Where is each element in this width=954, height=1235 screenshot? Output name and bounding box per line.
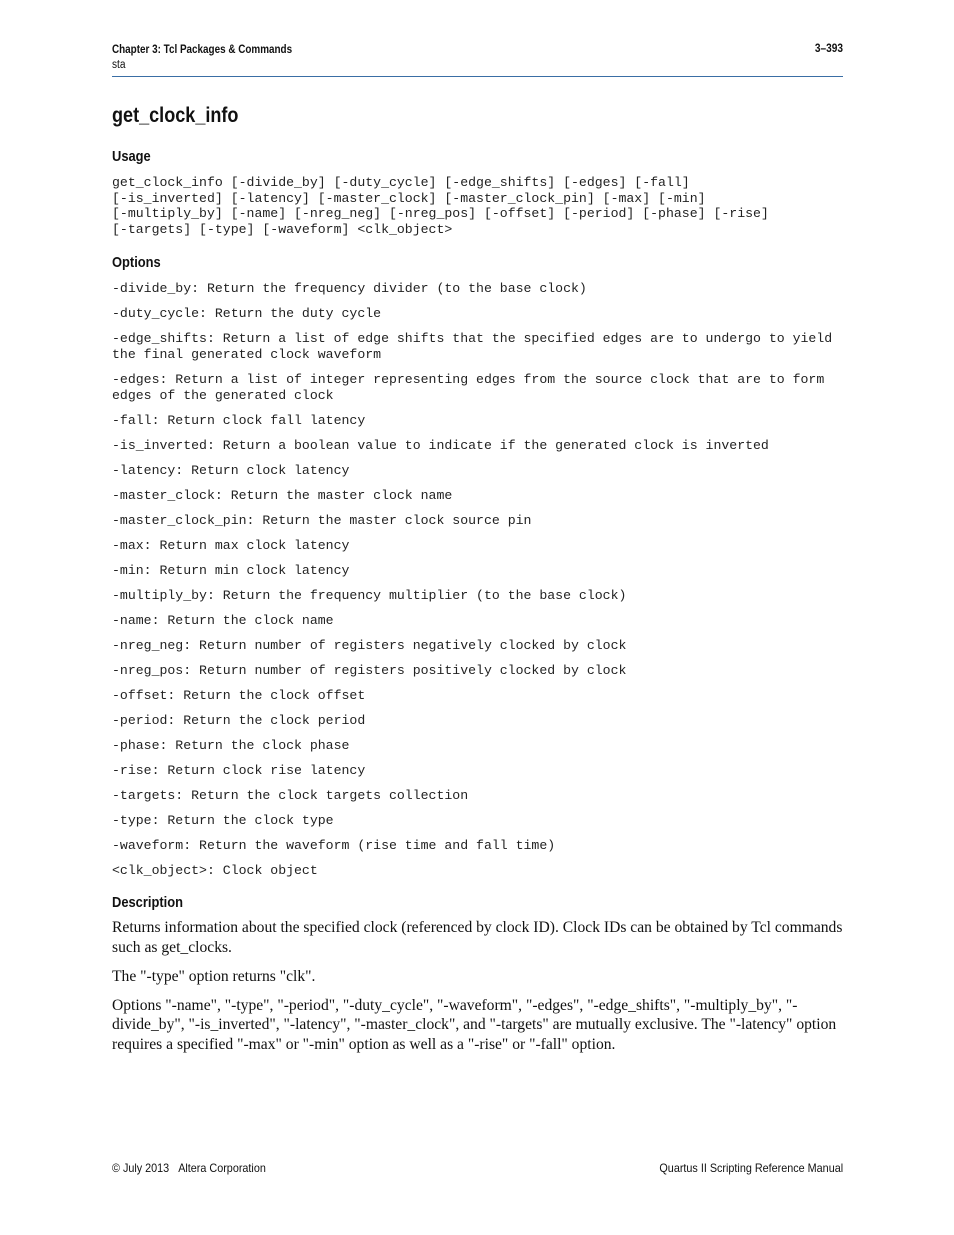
footer-company: Altera Corporation	[178, 1161, 266, 1175]
usage-line: get_clock_info [-divide_by] [-duty_cycle] [-edge_shifts] [-edges] [-fall]	[112, 175, 690, 190]
usage-line: [-targets] [-type] [-waveform] <clk_object>	[112, 221, 453, 237]
page-number: 3–393	[814, 43, 843, 55]
option-item: -master_clock_pin: Return the master clock source pin	[112, 513, 532, 528]
footer-left	[112, 1161, 266, 1175]
option-item: -latency: Return clock latency	[112, 463, 350, 478]
option-item: -multiply_by: Return the frequency multiplier (to the base clock)	[112, 588, 627, 603]
option-item: -type: Return the clock type	[112, 813, 334, 828]
footer-manual-title: Quartus II Scripting Reference Manual	[659, 1161, 843, 1175]
options-list	[112, 281, 843, 888]
option-item: -nreg_neg: Return number of registers negatively clocked by clock	[112, 638, 627, 653]
document-page	[112, 0, 843, 1235]
option-item: -master_clock: Return the master clock name	[112, 488, 453, 503]
option-item: -targets: Return the clock targets collection	[112, 788, 469, 803]
description-paragraph: Options "-name", "-type", "-period", "-duty_cycle", "-waveform", "-edges", "-edge_shifts", "-multiply_by", "-divide_by", "-is_inverted", "-latency", "-master_clock", and "-targets" are mutually exclusive. The "-latency" option requires a specified "-max" or "-min" option as well as a "-rise" or "-fall" option.	[112, 996, 837, 1053]
description-paragraph: Returns information about the specified clock (referenced by clock ID). Clock IDs can be obtained by Tcl commands such as get_clocks.	[112, 919, 843, 956]
option-item: -is_inverted: Return a boolean value to indicate if the generated clock is inverted	[112, 438, 769, 453]
header-divider	[112, 76, 843, 77]
option-item: -waveform: Return the waveform (rise time and fall time)	[112, 838, 556, 853]
chapter-title: Chapter 3: Tcl Packages & Commands	[112, 44, 293, 56]
footer-date: © July 2013	[112, 1161, 170, 1175]
option-item: -duty_cycle: Return the duty cycle	[112, 306, 382, 321]
option-item: <clk_object>: Clock object	[112, 863, 318, 878]
usage-line: [-multiply_by] [-name] [-nreg_neg] [-nreg_pos] [-offset] [-period] [-phase] [-rise]	[112, 206, 769, 221]
usage-heading: Usage	[112, 148, 151, 165]
option-item: -phase: Return the clock phase	[112, 738, 350, 753]
options-heading: Options	[112, 254, 161, 271]
package-name: sta	[112, 59, 126, 71]
option-item: -min: Return min clock latency	[112, 563, 350, 578]
description-body	[112, 918, 843, 1064]
command-title: get_clock_info	[112, 104, 239, 127]
option-item: -fall: Return clock fall latency	[112, 413, 366, 428]
option-item: -name: Return the clock name	[112, 613, 334, 628]
usage-block	[112, 175, 769, 237]
description-heading: Description	[112, 894, 183, 911]
option-item: -max: Return max clock latency	[112, 538, 350, 553]
option-item: -edge_shifts: Return a list of edge shifts that the specified edges are to undergo to yield the final generated clock waveform	[112, 331, 833, 362]
usage-line: [-is_inverted] [-latency] [-master_clock] [-master_clock_pin] [-max] [-min]	[112, 190, 706, 206]
option-item: -period: Return the clock period	[112, 713, 366, 728]
running-header	[112, 43, 321, 73]
option-item: -divide_by: Return the frequency divider (to the base clock)	[112, 281, 587, 296]
option-item: -edges: Return a list of integer representing edges from the source clock that are to form edges of the generated clock	[112, 372, 825, 403]
option-item: -offset: Return the clock offset	[112, 688, 366, 703]
description-paragraph: The "-type" option returns "clk".	[112, 967, 316, 985]
option-item: -nreg_pos: Return number of registers positively clocked by clock	[112, 663, 627, 678]
option-item: -rise: Return clock rise latency	[112, 763, 366, 778]
